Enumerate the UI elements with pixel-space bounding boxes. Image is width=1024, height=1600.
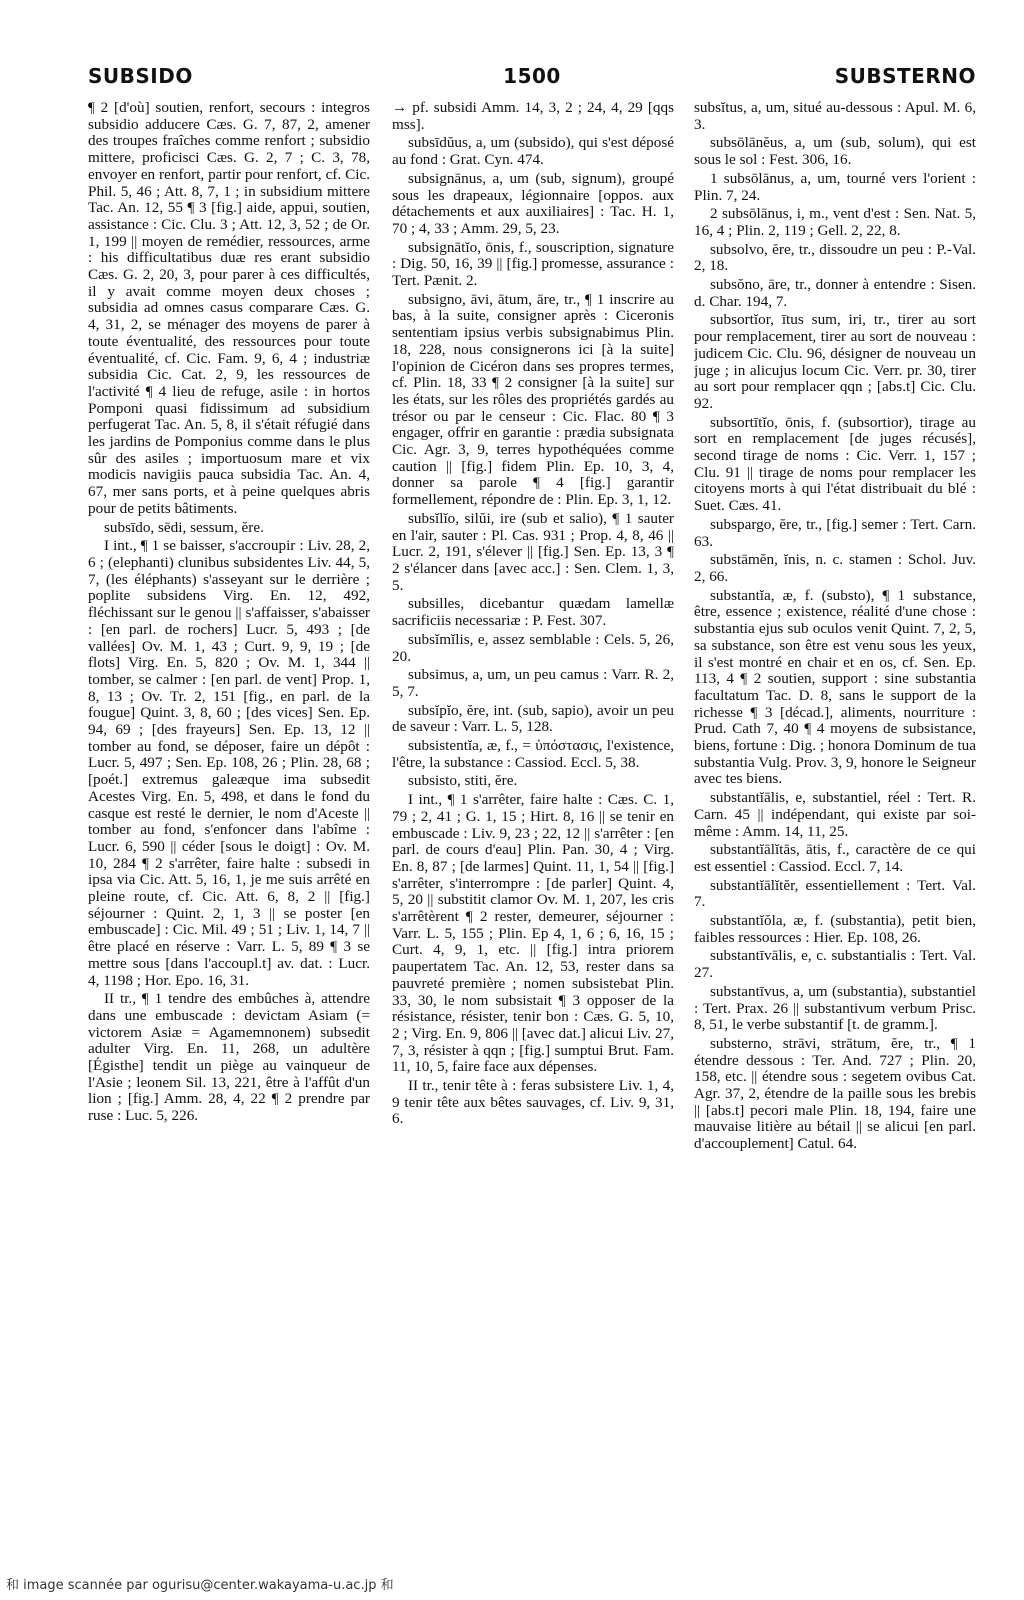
dictionary-entry: substantĭālis, e, substantiel, réel : Tert. R. Carn. 45 || indépendant, qui existe par soi-même : Amm. 14, 11, 25. — [694, 789, 976, 840]
dictionary-entry: subsōlānĕus, a, um (sub, solum), qui est sous le sol : Fest. 306, 16. — [694, 134, 976, 169]
dictionary-entry: subsĭpĭo, ĕre, int. (sub, sapio), avoir un peu de saveur : Varr. L. 5, 128. — [392, 701, 674, 736]
dictionary-entry: 2 subsōlānus, i, m., vent d'est : Sen. Nat. 5, 16, 4 ; Plin. 2, 119 ; Gell. 2, 22, 8. — [694, 205, 976, 239]
guide-word-right: SUBSTERNO — [834, 64, 976, 88]
dictionary-entry: subsilles, dicebantur quædam lamellæ sacrificiis necessariæ : P. Fest. 307. — [392, 595, 674, 630]
dictionary-entry: substantīvus, a, um (substantia), substantiel : Tert. Prax. 26 || substantivum verbum Prisc. 8, 51, le verbe substantif [t. de gramm.]. — [694, 982, 976, 1034]
column-middle — [392, 100, 674, 1530]
dictionary-entry: substantĭālĭtĕr, essentiellement : Tert. Val. 7. — [694, 876, 976, 911]
column-left — [88, 100, 370, 1530]
running-head — [88, 64, 976, 92]
dictionary-entry: subsĭlĭo, silŭi, ire (sub et salio), ¶ 1 sauter en l'air, sauter : Pl. Cas. 931 ; Prop. 4, 8, 46 || Lucr. 2, 191, s'élever || [fig.] Sen. Ep. 13, 3 ¶ 2 s'élancer dans [avec acc.] : Sen. Clem. 1, 3, 5. — [392, 509, 674, 594]
column-right — [694, 100, 976, 1530]
dictionary-entry: I int., ¶ 1 s'arrêter, faire halte : Cæs. C. 1, 79 ; 2, 41 ; G. 1, 15 ; Hirt. 8, 16 || se tenir en embuscade : Liv. 9, 23 ; 22, 12 || s'arrêter : [en parl. de cours d'eau] Plin. Pan. 30, 4 ; Virg. En. 8, 87 ; [de larmes] Quint. 11, 1, 54 || [fig.] s'arrêter, s'interrompre : [de parler] Quint. 4, 5, 20 || substitit clamor Ov. M. 1, 207, les cris s'arrêtèrent ¶ 2 rester, demeurer, séjourner : Varr. L. 5, 155 ; Plin. Ep 4, 1, 6 ; 6, 16, 15 ; Curt. 4, 9, 1, etc. || [fig.] intra priorem paupertatem Tac. An. 12, 53, rester dans sa pauvreté première ; nomen subsistebat Plin. 33, 30, le nom subsistait ¶ 3 opposer de la résistance, résister, tenir bon : Cæs. G. 5, 10, 2 ; Virg. En. 9, 806 || [avec dat.] alicui Liv. 27, 7, 3, résister à qqn ; [fig.] sumptui Brut. Fam. 11, 10, 5, faire face aux dépenses. — [392, 791, 674, 1076]
dictionary-entry: subspargo, ĕre, tr., [fig.] semer : Tert. Carn. 63. — [694, 515, 976, 550]
dictionary-entry: subsignānus, a, um (sub, signum), groupé sous les drapeaux, légionnaire [oppos. aux détachements et aux auxiliaires] : Tac. H. 1, 70 ; 4, 33 ; Amm. 29, 5, 23. — [392, 169, 674, 237]
dictionary-entry: subsŏno, āre, tr., donner à entendre : Sisen. d. Char. 194, 7. — [694, 276, 976, 310]
dictionary-entry: substerno, strāvi, strātum, ĕre, tr., ¶ 1 étendre dessous : Ter. And. 727 ; Plin. 20, 158, etc. || étendre sous : segetem ovibus Cat. Agr. 37, 2, étendre de la paille sous les brebis || [abs.t] pecori male Plin. 18, 194, faire une mauvaise litière au bétail || se alicui [en parl. d'accouplement] Catul. 64. — [694, 1034, 976, 1153]
guide-word-left: SUBSIDO — [88, 64, 193, 88]
dictionary-entry: subsimus, a, um, un peu camus : Varr. R. 2, 5, 7. — [392, 666, 674, 700]
dictionary-entry: 1 subsōlānus, a, um, tourné vers l'orient : Plin. 7, 24. — [694, 169, 976, 204]
dictionary-entry: substantĭa, æ, f. (substo), ¶ 1 substance, être, essence ; existence, réalité d'une chose : substantia ejus sub oculos venit Quint. 7, 2, 5, sa substance, son être est venu sous les yeux, il s'est montré en chair et en os, cf. Sen. Ep. 113, 4 ¶ 2 soutien, support : sine substantia facultatum Tac. D. 8, sans le support de la richesse ¶ 3 [décad.], aliments, nourriture : Prud. Cath 7, 40 ¶ 4 moyens de subsistance, biens, fortune : Dig. ; honora Dominum de tua substantia Vulg. Prov. 3, 9, honore le Seigneur avec tes biens. — [694, 586, 976, 788]
dictionary-entry: subsortĭor, ītus sum, iri, tr., tirer au sort pour remplacement, tirer au sort de nouveau : judicem Cic. Clu. 96, désigner de nouveau un juge ; in alicujus locum Cic. Verr. pr. 30, tirer au sort pour remplacer qqn ; [abs.t] Cic. Clu. 92. — [694, 311, 976, 412]
dictionary-entry: subsolvo, ĕre, tr., dissoudre un peu : P.-Val. 2, 18. — [694, 240, 976, 275]
dictionary-entry: subsīdŭus, a, um (subsido), qui s'est déposé au fond : Grat. Cyn. 474. — [392, 134, 674, 169]
dictionary-entry: subsīdo, sēdi, sessum, ĕre. — [104, 518, 264, 536]
dictionary-entry: subsignātĭo, ōnis, f., souscription, signature : Dig. 50, 16, 39 || [fig.] promesse, assurance : Tert. Pænit. 2. — [392, 238, 674, 290]
dictionary-entry: → pf. subsidi Amm. 14, 3, 2 ; 24, 4, 29 [qqs mss]. — [392, 100, 674, 133]
page-number: 1500 — [503, 64, 561, 88]
dictionary-entry: I int., ¶ 1 se baisser, s'accroupir : Liv. 28, 2, 6 ; (elephanti) clunibus subsidentes Liv. 44, 5, 7, (les éléphants) s'asseyant sur le derrière ; poplite subsidens Virg. En. 12, 492, fléchissant sur le genou || s'affaisser, s'abaisser : [en parl. de rochers] Lucr. 5, 493 ; [de vallées] Ov. M. 1, 43 ; Curt. 9, 9, 19 ; [de flots] Virg. En. 5, 820 ; Ov. M. 1, 344 || tomber, se calmer : [en parl. de vent] Prop. 1, 8, 13 ; Ov. Tr. 2, 151 [fig., en parl. de la fougue] Quint. 3, 8, 60 ; [des vices] Sen. Ep. 94, 69 ; [des frayeurs] Sen. Ep. 13, 12 || tomber au fond, se déposer, faire un dépôt : Lucr. 5, 497 ; Sen. Ep. 108, 26 ; Plin. 28, 68 ; [poét.] extremus galeæque ima subsedit Acestes Virg. En. 5, 498, et dans le fond du casque est resté le dernier, le nom d'Aceste || tomber au fond, s'enfoncer dans l'abîme : Lucr. 6, 590 || céder [sous le doigt] : Ov. M. 10, 284 ¶ 2 s'arrêter, faire halte : subsedi in ipsa via Cic. Att. 5, 16, 1, je me suis arrêté en pleine route, cf. Cic. Att. 6, 8, 2 || [fig.] séjourner : Quint. 2, 1, 3 || se poster [en embuscade] : Cic. Mil. 49 ; 51 ; Liv. 1, 14, 7 || être placé en réserve : Varr. L. 5, 89 ¶ 3 se mettre sous [dans l'accoupl.t] av. dat. : Lucr. 4, 1198 ; Hor. Epo. 16, 31. — [88, 537, 370, 989]
dictionary-entry: ¶ 2 [d'où] soutien, renfort, secours : integros subsidio adducere Cæs. G. 7, 87, 2, amener des troupes fraîches comme renfort ; subsidio mittere, proficisci Cæs. G. 2, 7 ; C. 3, 78, envoyer en renfort, partir pour renfort, cf. Cic. Phil. 5, 46 ; Att. 8, 7, 1 ; in subsidium mittere Tac. An. 12, 55 ¶ 3 [fig.] aide, appui, soutien, assistance : Cic. Clu. 3 ; Att. 12, 3, 52 ; de Or. 1, 199 || moyen de remédier, ressources, arme : his difficultatibus duæ res erant subsidio Cæs. G. 2, 20, 3, pour parer à ces difficultés, il y avait comme moyen deux choses ; subsidia ad omnes casus comparare Cæs. G. 4, 31, 2, se ménager des moyens de parer à toute éventualité, des ressources pour toute éventualité, cf. Cic. Fam. 9, 6, 4 ; industriæ subsidia Cic. Cat. 2, 9, les ressources de l'activité ¶ 4 lieu de refuge, asile : in hortos Pomponi quasi fidissimum ad subsidium perfugerat Tac. An. 5, 8, il s'était réfugié dans les jardins de Pomponius comme dans le plus sûr des asiles ; importuosum mare et vix modicis navigiis pauca subsidia Tac. An. 4, 67, mer sans ports, et à peine quelques abris pour de petits bâtiments. — [88, 100, 370, 517]
dictionary-entry: II tr., tenir tête à : feras subsistere Liv. 1, 4, 9 tenir tête aux bêtes sauvages, cf. Liv. 9, 31, 6. — [392, 1077, 674, 1128]
dictionary-entry: subsistentĭa, æ, f., = ὑπόστασις, l'existence, l'être, la substance : Cassiod. Eccl. 5, 38. — [392, 737, 674, 771]
scan-footer — [0, 1572, 1024, 1594]
scan-credit: 和 image scannée par ogurisu@center.wakayama-u.ac.jp 和 — [6, 1578, 394, 1593]
dictionary-entry: subsortītĭo, ōnis, f. (subsortior), tirage au sort en remplacement [de juges récusés], second tirage de noms : Cic. Verr. 1, 157 ; Clu. 91 || tirage de noms pour remplacer les citoyens morts à qui l'état distribuait du blé : Suet. Cæs. 41. — [694, 413, 976, 515]
dictionary-entry: subsigno, āvi, ātum, āre, tr., ¶ 1 inscrire au bas, à la suite, consigner après : Ciceronis sententiam ipsius verbis subsignabimus Plin. 18, 228, nous consignerons ici [à la suite] l'opinion de Cicéron dans ses propres termes, cf. Plin. 18, 33 ¶ 2 consigner [à la suite] sur les états, sur les rôles des propriétés gardés au trésor ou par le censeur : Cic. Flac. 80 ¶ 3 engager, offrir en garantie : prædia subsignata Cic. Agr. 3, 9, terres hypothéquées comme caution || [fig.] fidem Plin. Ep. 10, 3, 4, donner sa parole ¶ 4 [fig.] garantir formellement, répondre de : Plin. Ep. 3, 1, 12. — [392, 290, 674, 509]
dictionary-entry: substāmĕn, ĭnis, n. c. stamen : Schol. Juv. 2, 66. — [694, 551, 976, 585]
dictionary-entry: subsisto, stiti, ĕre. — [408, 772, 518, 790]
dictionary-entry: substantĭŏla, æ, f. (substantia), petit bien, faibles ressources : Hier. Ep. 108, 26. — [694, 912, 976, 946]
dictionary-entry: subsĭmĭlis, e, assez semblable : Cels. 5, 26, 20. — [392, 630, 674, 665]
dictionary-entry: II tr., ¶ 1 tendre des embûches à, attendre dans une embuscade : devictam Asiam (= victorem Asiæ = Agamemnonem) subsedit adulter Virg. En. 11, 268, un adultère [Égisthe] tendit un piège au vainqueur de l'Asie ; leonem Sil. 13, 221, être à l'affût d'un lion ; [fig.] Amm. 28, 4, 22 ¶ 2 prendre par ruse : Luc. 5, 226. — [88, 990, 370, 1125]
dictionary-entry: subsĭtus, a, um, situé au-dessous : Apul. M. 6, 3. — [694, 100, 976, 133]
dictionary-entry: substantīvālis, e, c. substantialis : Tert. Val. 27. — [694, 947, 976, 982]
dictionary-entry: substantĭālĭtās, ātis, f., caractère de ce qui est essentiel : Cassiod. Eccl. 7, 14. — [694, 841, 976, 875]
